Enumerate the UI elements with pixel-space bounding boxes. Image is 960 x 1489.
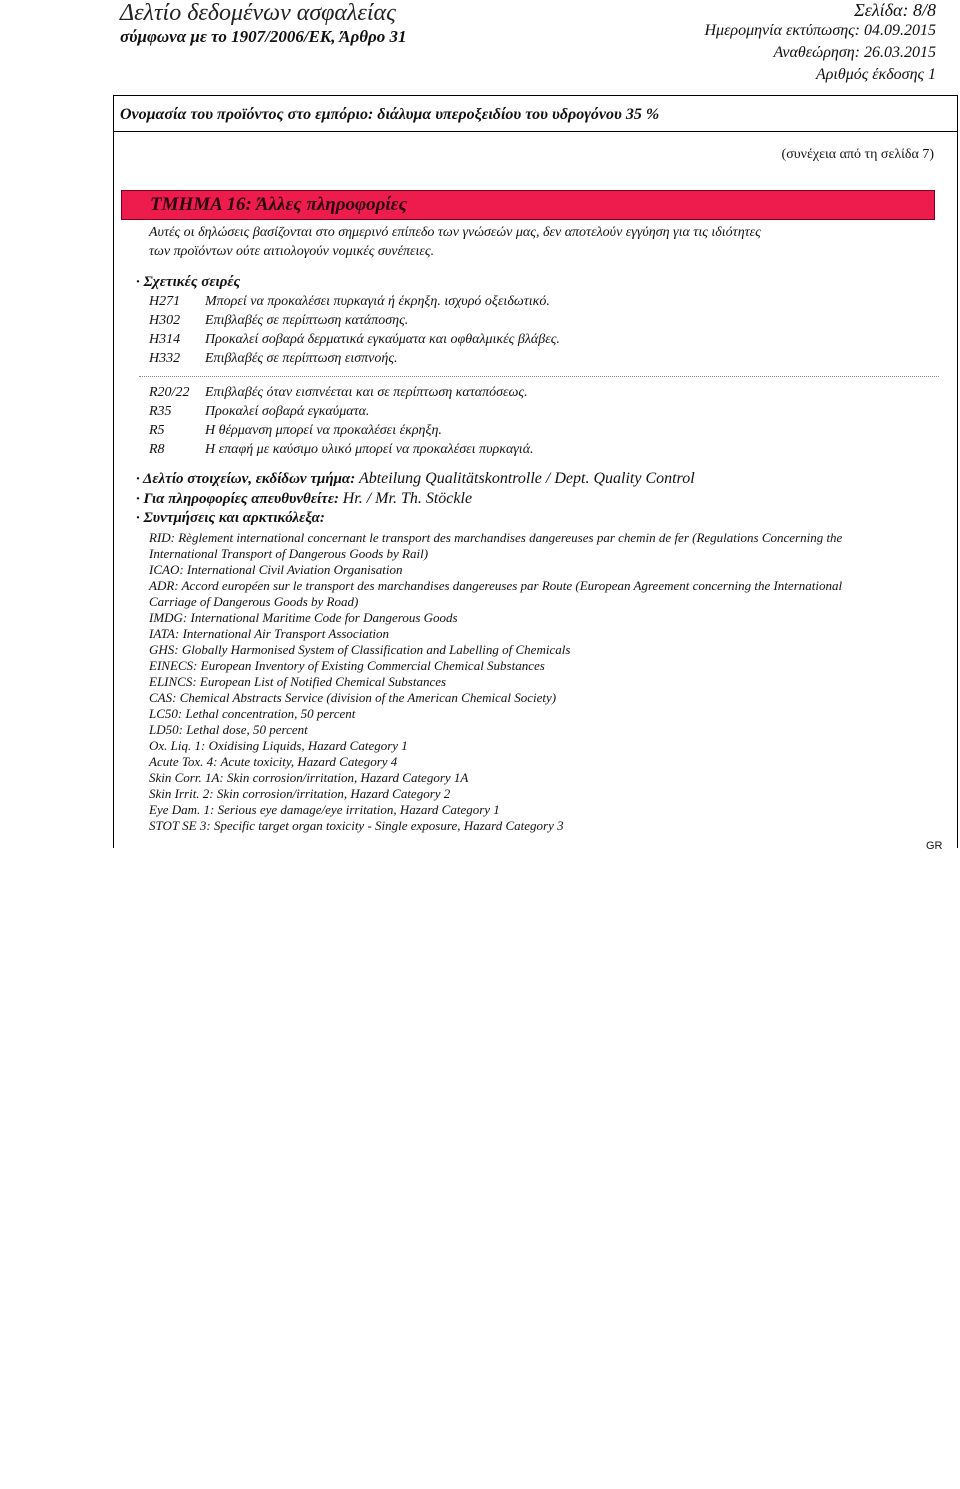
phrase-code: H302	[149, 313, 181, 328]
phrase-code: H332	[149, 351, 181, 366]
phrase-text: Επιβλαβές όταν εισπνέεται και σε περίπτωση καταπόσεως.	[205, 385, 528, 400]
phrase-code: R8	[149, 442, 165, 457]
list-item	[149, 402, 939, 421]
phrase-text: Επιβλαβές σε περίπτωση εισπνοής.	[205, 351, 398, 366]
list-item: STOT SE 3: Specific target organ toxicity - Single exposure, Hazard Category 3	[149, 818, 564, 833]
list-item: CAS: Chemical Abstracts Service (division of the American Chemical Society)	[149, 690, 557, 705]
document-title: Δελτίο δεδομένων ασφαλείας	[120, 0, 396, 26]
list-item: Skin Corr. 1A: Skin corrosion/irritation, Hazard Category 1A	[149, 770, 469, 785]
section-16-content	[136, 223, 939, 834]
list-item: LC50: Lethal concentration, 50 percent	[149, 706, 356, 721]
document-header	[120, 0, 407, 47]
phrase-code: R5	[149, 423, 165, 438]
list-item: RID: Règlement international concernant le transport des marchandises dangereuses par chemin de fer (Regulations Concerning the	[149, 530, 843, 545]
abbreviations-list	[149, 530, 939, 834]
continuation-note: (συνέχεια από τη σελίδα 7)	[781, 147, 934, 162]
abbreviations-heading: · Συντμήσεις και αρκτικόλεξα:	[136, 510, 325, 526]
list-item	[149, 349, 939, 368]
list-item: Eye Dam. 1: Serious eye damage/eye irritation, Hazard Category 1	[149, 802, 500, 817]
country-code: GR	[926, 840, 943, 852]
contact-label: · Για πληροφορίες απευθυνθείτε:	[136, 491, 339, 507]
divider	[113, 131, 958, 132]
phrase-text: Επιβλαβές σε περίπτωση κατάποσης.	[205, 313, 409, 328]
list-item	[149, 383, 939, 402]
list-item	[149, 311, 939, 330]
phrase-text: Προκαλεί σοβαρά δερματικά εγκαύματα και οφθαλμικές βλάβες.	[205, 332, 560, 347]
list-item	[149, 330, 939, 349]
version-number: Αριθμός έκδοσης 1	[815, 66, 936, 83]
list-item: IATA: International Air Transport Association	[149, 626, 390, 641]
r-phrases-list	[149, 383, 939, 459]
list-item: LD50: Lethal dose, 50 percent	[149, 722, 308, 737]
phrase-text: Η θέρμανση μπορεί να προκαλέσει έκρηξη.	[205, 423, 442, 438]
product-name: Ονομασία του προϊόντος στο εμπόριο: διάλυμα υπεροξειδίου του υδρογόνου 35 %	[120, 106, 660, 123]
list-item: ADR: Accord européen sur le transport des marchandises dangereuses par Route (European Agreement concerning the International	[149, 578, 843, 593]
list-item: Ox. Liq. 1: Oxidising Liquids, Hazard Category 1	[149, 738, 408, 753]
issuer-value: Abteilung Qualitätskontrolle / Dept. Quality Control	[358, 470, 695, 487]
phrase-code: H314	[149, 332, 181, 347]
phrases-heading: · Σχετικές σειρές	[136, 274, 241, 290]
phrase-text: Προκαλεί σοβαρά εγκαύματα.	[205, 404, 370, 419]
document-meta	[705, 0, 937, 86]
issuer-line	[136, 469, 926, 489]
list-item	[149, 421, 939, 440]
list-item: IMDG: International Maritime Code for Dangerous Goods	[149, 610, 458, 625]
section-16-header	[121, 190, 935, 220]
revision-date: Αναθεώρηση: 26.03.2015	[773, 44, 936, 61]
issuer-label: · Δελτίο στοιχείων, εκδίδων τμήμα:	[136, 471, 356, 487]
phrase-code: H271	[149, 294, 181, 309]
list-item	[149, 440, 939, 459]
contact-value: Hr. / Mr. Th. Stöckle	[342, 490, 473, 507]
phrase-text: Η επαφή με καύσιμο υλικό μπορεί να προκαλέσει πυρκαγιά.	[205, 442, 534, 457]
contact-line	[136, 489, 926, 509]
list-item	[149, 292, 939, 311]
phrase-code: R35	[149, 404, 172, 419]
list-item: EINECS: European Inventory of Existing Commercial Chemical Substances	[149, 658, 545, 673]
dotted-separator	[139, 376, 939, 377]
page-number: Σελίδα: 8/8	[854, 0, 936, 20]
phrase-code: R20/22	[149, 385, 190, 400]
list-item: ELINCS: European List of Notified Chemical Substances	[149, 674, 447, 689]
section-title: ΤΜΗΜΑ 16: Άλλες πληροφορίες	[150, 194, 407, 215]
h-phrases-list	[149, 292, 939, 368]
phrase-text: Μπορεί να προκαλέσει πυρκαγιά ή έκρηξη. ισχυρό οξειδωτικό.	[205, 294, 550, 309]
print-date: Ημερομηνία εκτύπωσης: 04.09.2015	[704, 22, 936, 39]
list-item: GHS: Globally Harmonised System of Classification and Labelling of Chemicals	[149, 642, 571, 657]
intro-line-1: Αυτές οι δηλώσεις βασίζονται στο σημερινό επίπεδο των γνώσεών μας, δεν αποτελούν εγγύηση για τις ιδιότητες	[149, 225, 761, 240]
list-item: Skin Irrit. 2: Skin corrosion/irritation, Hazard Category 2	[149, 786, 451, 801]
list-item: International Transport of Dangerous Goods by Rail)	[149, 546, 429, 561]
list-item: Acute Tox. 4: Acute toxicity, Hazard Category 4	[149, 754, 398, 769]
document-regulation: σύμφωνα με το 1907/2006/ΕΚ, Άρθρο 31	[120, 27, 407, 46]
list-item: ICAO: International Civil Aviation Organisation	[149, 562, 403, 577]
intro-line-2: των προϊόντων ούτε αιτιολογούν νομικές συνέπειες.	[149, 244, 435, 259]
list-item: Carriage of Dangerous Goods by Road)	[149, 594, 359, 609]
